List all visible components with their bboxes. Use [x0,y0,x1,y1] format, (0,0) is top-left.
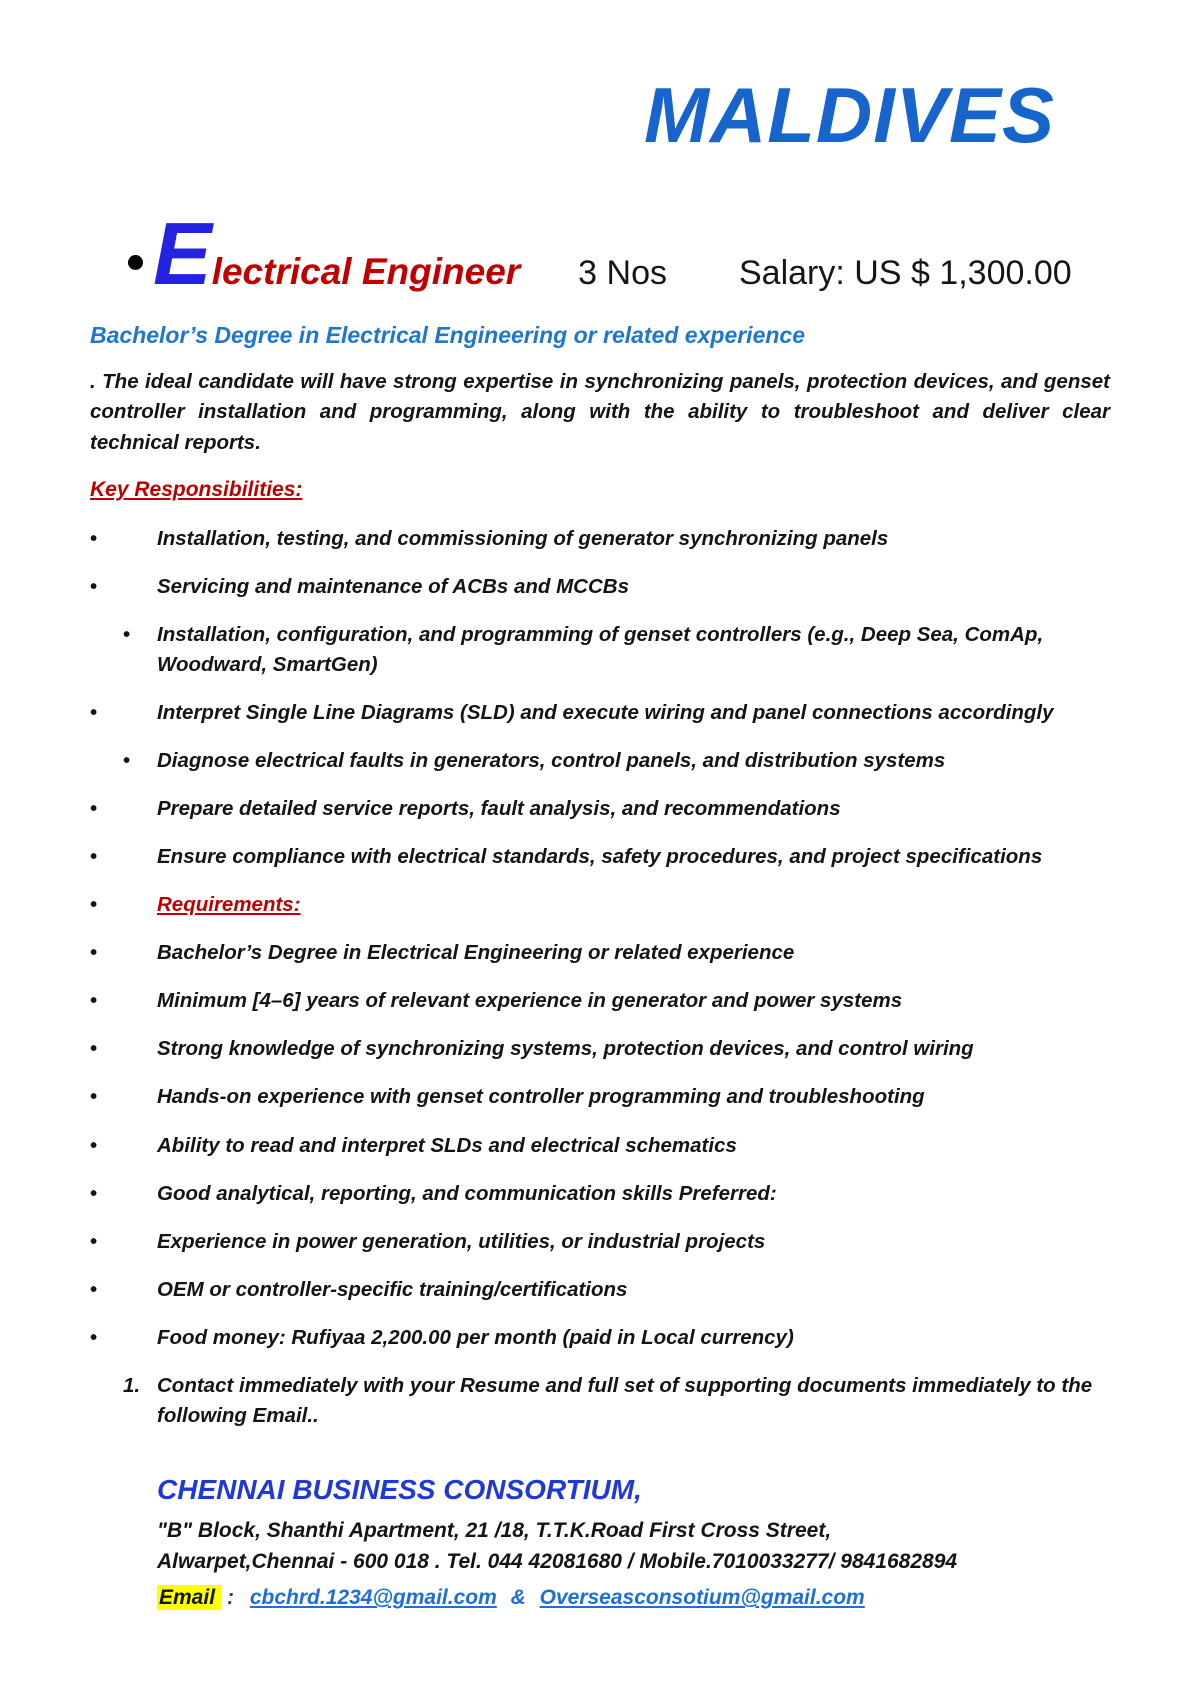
list-item [90,524,1110,553]
list-item-text: Good analytical, reporting, and communication skills Preferred: [157,1181,777,1205]
requirements-heading: Requirements: [157,893,301,917]
list-item [90,1179,1110,1208]
bullet-icon [90,524,157,553]
list-item-text: Food money: Rufiyaa 2,200.00 per month (paid in Local currency) [157,1326,794,1350]
email-colon: : [227,1586,235,1610]
list-item-text: OEM or controller-specific training/certifications [157,1277,628,1301]
bullet-icon [90,890,157,919]
requirements-list [90,938,1110,1352]
bullet-icon [90,1179,157,1208]
bullet-icon [123,746,157,775]
list-item [90,1082,1110,1111]
qualification-heading: Bachelor’s Degree in Electrical Engineering or related experience [90,322,805,349]
bullet-icon [90,1131,157,1160]
bullet-icon [90,938,157,967]
bullet-icon [90,1227,157,1256]
contact-note-text: Contact immediately with your Resume and full set of supporting documents immediately to the following Email.. [157,1374,1093,1427]
job-vacancy-count: 3 Nos [578,253,667,292]
email-label: Email [157,1585,221,1610]
bullet-icon [90,986,157,1015]
bullet-icon [90,1034,157,1063]
list-item [123,620,1110,678]
intro-paragraph: . The ideal candidate will have strong expertise in synchronizing panels, protection devices, and genset controller installation and programming, along with the ability to troubleshoot and deliver clear technical reports. [90,369,1110,455]
list-item [90,794,1110,823]
bullet-icon [90,1323,157,1352]
bullet-icon [90,794,157,823]
bullet-icon [90,698,157,727]
ampersand: & [510,1586,526,1610]
list-item [90,572,1110,601]
country-title: MALDIVES [643,71,1055,159]
list-item-text: Ensure compliance with electrical standards, safety procedures, and project specifications [157,844,1043,868]
requirements-heading-row [90,890,1110,919]
contact-note [123,1371,1110,1430]
contact-note-number: 1. [123,1374,141,1398]
list-item [90,1227,1110,1256]
job-title-initial: E [153,203,212,303]
list-item-text: Hands-on experience with genset controller programming and troubleshooting [157,1085,925,1109]
list-item-text: Diagnose electrical faults in generators, control panels, and distribution systems [157,748,946,772]
list-item [90,1323,1110,1352]
list-item-text: Installation, testing, and commissioning of generator synchronizing panels [157,527,889,551]
list-item-text: Prepare detailed service reports, fault analysis, and recommendations [157,796,841,820]
job-title: lectrical Engineer [211,250,521,292]
bullet-icon [90,1275,157,1304]
email-link-2[interactable]: Overseasconsotium@gmail.com [539,1586,865,1610]
list-item-text: Ability to read and interpret SLDs and electrical schematics [157,1133,737,1157]
company-name: CHENNAI BUSINESS CONSORTIUM, [157,1473,642,1505]
list-item [90,842,1110,871]
job-salary: Salary: US $ 1,300.00 [739,253,1072,292]
list-item-text: Installation, configuration, and programming of genset controllers (e.g., Deep Sea, ComAp, Woodward, SmartGen) [157,623,1044,676]
list-item-text: Strong knowledge of synchronizing systems, protection devices, and control wiring [157,1037,974,1061]
job-headline [128,203,1110,303]
list-item [90,1275,1110,1304]
bullet-icon [90,572,157,601]
bullet-icon [90,1082,157,1111]
list-item [90,698,1110,727]
bullet-icon [123,620,157,649]
email-link-1[interactable]: cbchrd.1234@gmail.com [249,1586,497,1610]
list-item-text: Interpret Single Line Diagrams (SLD) and execute wiring and panel connections accordingly [157,700,1054,724]
company-address-line2: Alwarpet,Chennai - 600 018 . Tel. 044 42081680 / Mobile.7010033277/ 9841682894 [157,1549,958,1573]
company-address-line1: "B" Block, Shanthi Apartment, 21 /18, T.T.K.Road First Cross Street, [157,1519,832,1543]
key-responsibilities-heading: Key Responsibilities: [90,477,303,501]
list-item-text: Bachelor’s Degree in Electrical Engineering or related experience [157,941,795,965]
list-item-text: Experience in power generation, utilities, or industrial projects [157,1229,766,1253]
list-item [90,938,1110,967]
list-item [90,986,1110,1015]
list-item [123,746,1110,775]
bullet-icon [128,255,143,270]
responsibilities-list [90,524,1110,871]
company-address [157,1516,1110,1577]
list-item-text: Minimum [4–6] years of relevant experience in generator and power systems [157,989,903,1013]
email-row [157,1583,1110,1613]
list-item [90,1034,1110,1063]
list-item [90,1131,1110,1160]
company-block [157,1473,1110,1614]
list-item-text: Servicing and maintenance of ACBs and MCCBs [157,575,629,599]
bullet-icon [90,842,157,871]
